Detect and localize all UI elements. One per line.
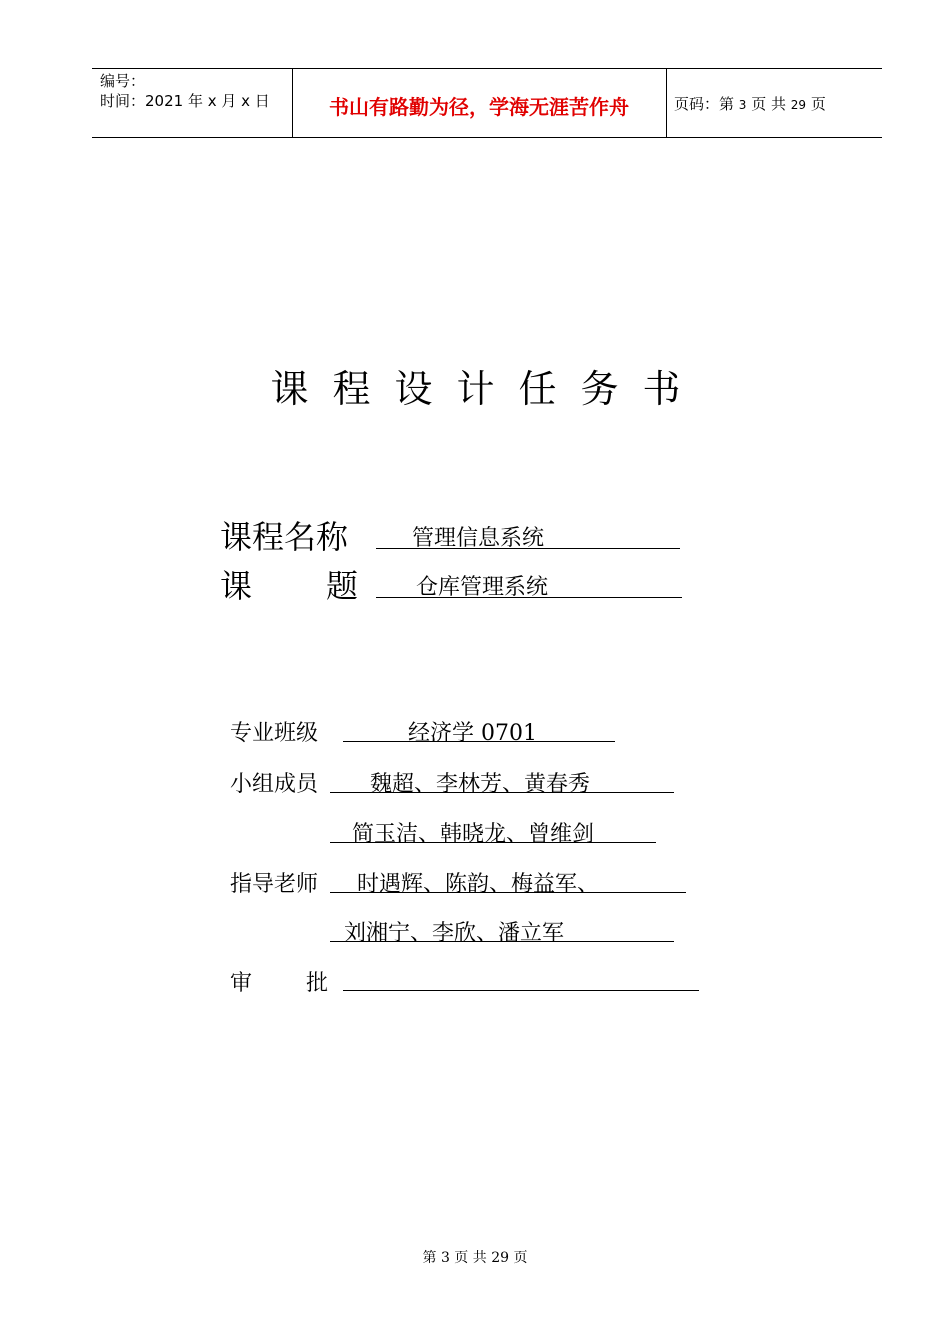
page-header bbox=[92, 68, 882, 138]
document-title: 课程设计任务书 bbox=[270, 367, 705, 411]
advisors-line-2: 刘湘宁、李欣、潘立军 bbox=[344, 921, 565, 946]
page-prefix: 页码：第 bbox=[674, 95, 735, 113]
course-name-label: 课程名称 bbox=[220, 518, 349, 556]
advisors-label: 指导老师 bbox=[230, 872, 319, 897]
page-total: 29 bbox=[790, 98, 807, 112]
header-motto: 书山有路勤为径，学海无涯苦作舟 bbox=[329, 95, 629, 119]
members-label: 小组成员 bbox=[230, 772, 319, 797]
approve-underline bbox=[343, 990, 699, 991]
doc-time: 时间：2021 年 x 月 x 日 bbox=[100, 92, 270, 110]
members-line-2: 简玉洁、韩晓龙、曾维剑 bbox=[352, 822, 595, 847]
page-current: 3 bbox=[738, 98, 747, 112]
page-suffix: 页 bbox=[810, 95, 826, 113]
major-label: 专业班级 bbox=[230, 721, 319, 746]
doc-number-label: 编号： bbox=[100, 72, 146, 90]
approve-label-1: 审 bbox=[230, 971, 253, 996]
topic-label-1: 课 bbox=[220, 567, 253, 605]
advisors-line-1: 时遇辉、陈韵、梅益军、 bbox=[357, 872, 600, 897]
page-footer: 第 3 页 共 29 页 bbox=[422, 1250, 528, 1266]
header-divider bbox=[666, 69, 667, 137]
page-mid: 页 共 bbox=[751, 95, 786, 113]
topic-label-2: 题 bbox=[326, 567, 359, 605]
major-value: 经济学 0701 bbox=[408, 721, 537, 746]
topic-value: 仓库管理系统 bbox=[416, 575, 549, 600]
members-line-1: 魏超、李林芳、黄春秀 bbox=[370, 772, 591, 797]
header-meta bbox=[100, 71, 270, 111]
approve-label-2: 批 bbox=[306, 971, 329, 996]
header-page-info bbox=[674, 93, 826, 114]
course-name-value: 管理信息系统 bbox=[412, 526, 545, 551]
